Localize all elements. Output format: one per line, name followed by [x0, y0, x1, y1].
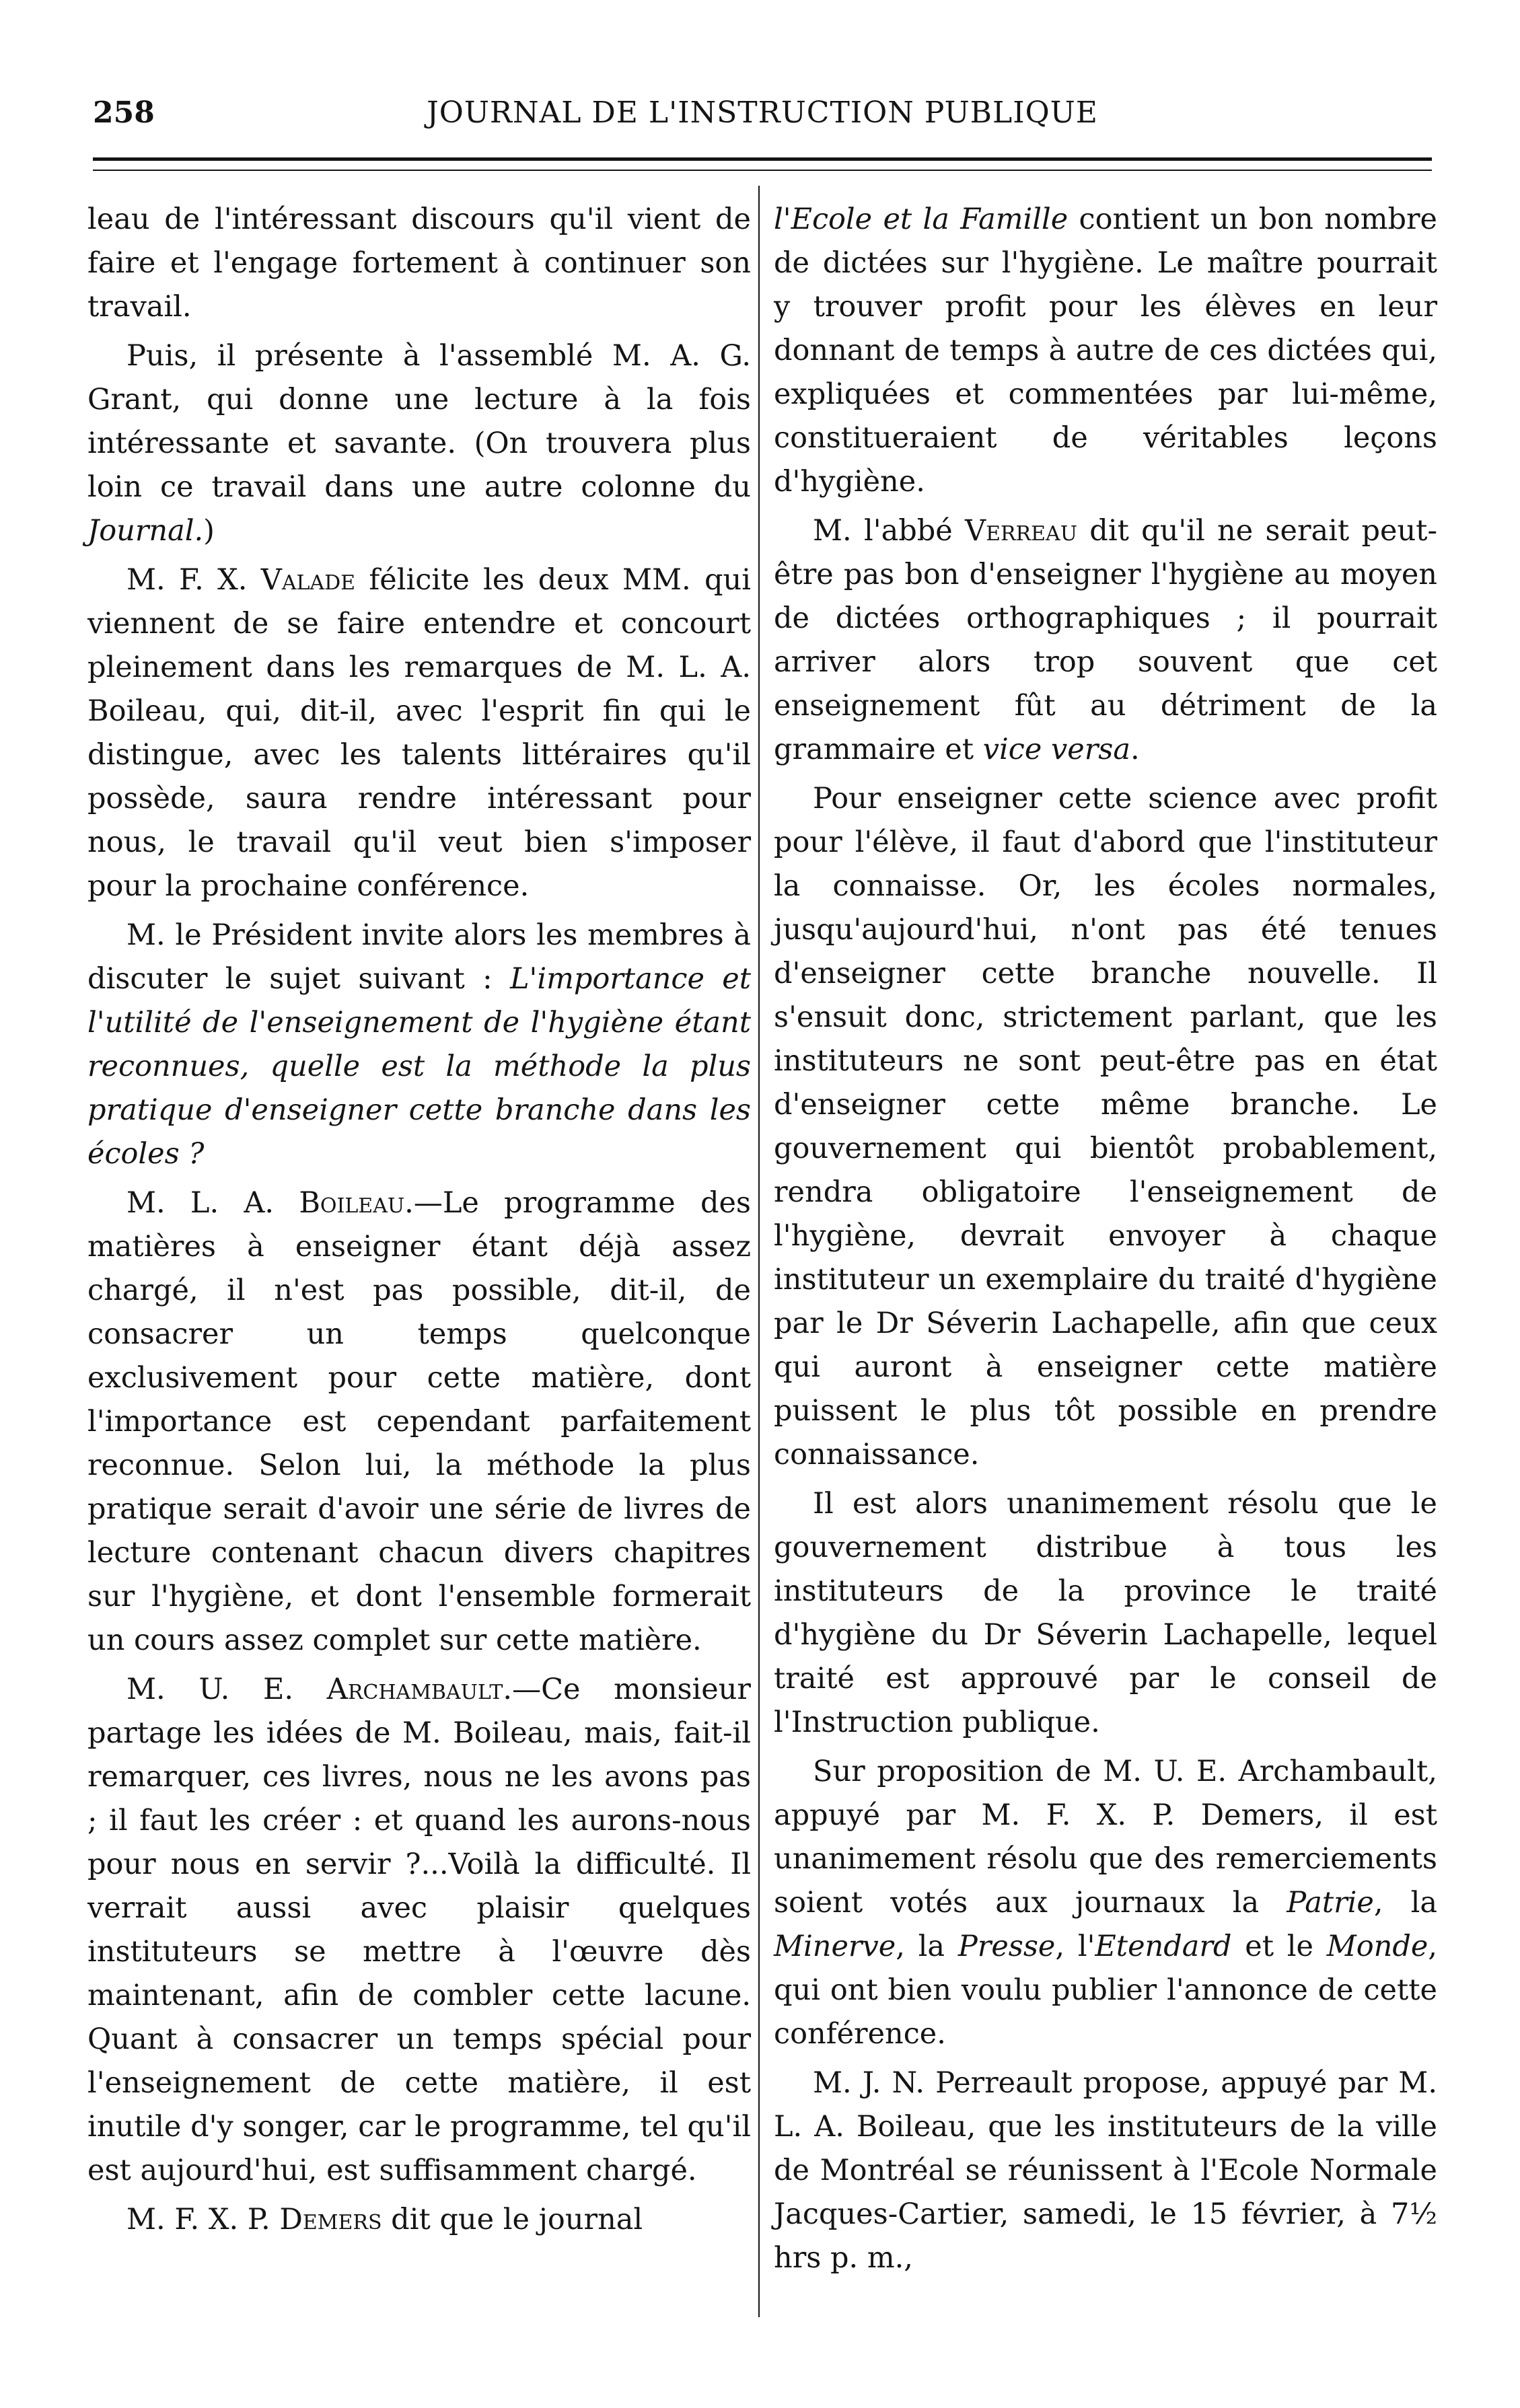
- paragraph-perreault: [774, 2062, 1437, 2280]
- publication-title: l'Ecole et la Famille: [774, 203, 1069, 236]
- page-number: 258: [93, 96, 155, 130]
- paragraph-text: Pour enseigner cette science avec profit pour l'élève, il faut d'abord que l'instituteur la connaisse. Or, les écoles normales, jusqu'aujourd'hui, n'ont pas été tenues d'enseigner cette branche nouvelle. Il s'ensuit donc, strictement parlant, que les instituteurs ne sont peut-être pas en état d'enseigner cette même branche. Le gouvernement qui bientôt probablement, rendra obligatoire l'enseignement de l'hygiène, devrait envoyer à chaque instituteur un exemplaire du traité d'hygiène par le Dr Séverin Lachapelle, afin que ceux qui auront à enseigner cette matière puissent le plus tôt possible en prendre connaissance.: [774, 782, 1437, 1471]
- newspaper-title: Monde: [1326, 1930, 1428, 1963]
- paragraph-text: Puis, il présente à l'assemblé M. A. G. Grant, qui donne une lecture à la fois intéressante et savante. (On trouvera plus loin ce travail dans une autre colonne du: [87, 339, 751, 504]
- speaker-prefix: M. F. X. P.: [126, 2203, 280, 2236]
- speaker-prefix: M. L. A.: [126, 1186, 299, 1220]
- paragraph-text: , la: [896, 1930, 958, 1963]
- paragraph-text: M. le Président invite alors les membres à discuter le sujet suivant :: [87, 918, 751, 996]
- paragraph-text: contient un bon nombre de dictées sur l'hygiène. Le maître pourrait y trouver profit pour les élèves en leur donnant de temps à autre de ces dictées qui, expliquées et commentées par lui-même, constitueraient de véritables leçons d'hygiène.: [774, 203, 1437, 499]
- paragraph-president: [87, 914, 751, 1176]
- paragraph-archambault: [87, 1668, 751, 2193]
- running-title: JOURNAL DE L'INSTRUCTION PUBLIQUE: [427, 96, 1098, 130]
- paragraph-text: .—Ce monsieur partage les idées de M. Boileau, mais, fait-il remarquer, ces livres, nous ne les avons pas ; il faut les créer : et quand les aurons-nous pour nous en servir ?...Voilà la difficulté. Il verrait aussi avec plaisir quelques instituteurs se mettre à l'œuvre dès maintenant, afin de combler cette lacune. Quant à consacrer un temps spécial pour l'enseignement de cette matière, il est inutile d'y songer, car le programme, tel qu'il est aujourd'hui, est suffisamment chargé.: [87, 1673, 751, 2187]
- paragraph-remerciements: [774, 1750, 1437, 2056]
- paragraph-text: dit que le journal: [382, 2203, 643, 2236]
- paragraph-boileau: [87, 1181, 751, 1663]
- paragraph-grant: [87, 334, 751, 553]
- speaker-name: Valade: [260, 563, 356, 597]
- paragraph-text: .—Le programme des matières à enseigner étant déjà assez chargé, il n'est pas possible, dit-il, de consacrer un temps quelconque exclusivement pour cette matière, dont l'importance est cependant parfaitement reconnue. Selon lui, la méthode la plus pratique serait d'avoir une série de livres de lecture contenant chacun divers chapitres sur l'hygiène, et dont l'ensemble formerait un cours assez complet sur cette matière.: [87, 1186, 751, 1657]
- speaker-name: Verreau: [965, 514, 1077, 548]
- right-column: [774, 198, 1437, 2280]
- paragraph-text: .: [1130, 733, 1140, 766]
- newspaper-title: Minerve: [774, 1930, 896, 1963]
- paragraph-resolution: [774, 1482, 1437, 1745]
- paragraph-text: Il est alors unanimement résolu que le gouvernement distribue à tous les instituteurs de la province le traité d'hygiène du Dr Séverin Lachapelle, lequel traité est approuvé par le conseil de l'Instruction publique.: [774, 1487, 1437, 1739]
- discussion-topic: L'importance et l'utilité de l'enseignement de l'hygiène étant reconnues, quelle est la méthode la plus pratique d'enseigner cette branche dans les écoles ?: [87, 962, 751, 1171]
- speaker-prefix: M. l'abbé: [813, 514, 966, 548]
- paragraph-text: félicite les deux MM. qui viennent de se faire entendre et concourt pleinement dans les remarques de M. L. A. Boileau, qui, dit-il, avec l'esprit fin qui le distingue, avec les talents littéraires qu'il possède, saura rendre intéressant pour nous, le travail qu'il veut bien s'imposer pour la prochaine conférence.: [87, 563, 752, 903]
- journal-title: Journal.: [87, 514, 204, 548]
- speaker-name: Boileau: [299, 1186, 405, 1220]
- paragraph-text: , qui ont bien voulu publier l'annonce de cette conférence.: [774, 1930, 1437, 2051]
- paragraph-text: , l': [1055, 1930, 1095, 1963]
- paragraph-text: , la: [1373, 1886, 1437, 1920]
- paragraph-ecole-famille: [774, 198, 1437, 504]
- column-divider: [758, 186, 760, 2317]
- header-rule-thin: [93, 170, 1432, 171]
- newspaper-title: Presse: [957, 1930, 1056, 1963]
- paragraph-text: leau de l'intéressant discours qu'il vient de faire et l'engage fortement à continuer son travail.: [87, 203, 751, 324]
- paragraph-enseigner: [774, 777, 1437, 1477]
- paragraph-demers: [87, 2198, 751, 2242]
- paragraph-continuation: [87, 198, 751, 329]
- paragraph-text: Sur proposition de M. U. E. Archambault, appuyé par M. F. X. P. Demers, il est unanimement résolu que des remerciements soient votés aux journaux la: [774, 1755, 1437, 1920]
- paragraph-text: et le: [1231, 1930, 1327, 1963]
- paragraph-valade: [87, 558, 751, 908]
- speaker-name: Archambault: [326, 1673, 503, 1706]
- header-rule-thick: [93, 157, 1432, 161]
- left-column: [87, 198, 751, 2242]
- speaker-name: Demers: [279, 2203, 382, 2236]
- paragraph-text: dit qu'il ne serait peut-être pas bon d'enseigner l'hygiène au moyen de dictées orthographiques ; il pourrait arriver alors trop souvent que cet enseignement fût au détriment de la grammaire et: [774, 514, 1437, 766]
- latin-phrase: vice versa: [982, 733, 1130, 766]
- speaker-prefix: M. U. E.: [126, 1673, 327, 1706]
- newspaper-title: Patrie: [1287, 1886, 1374, 1920]
- paragraph-verreau: [774, 509, 1437, 772]
- newspaper-title: Etendard: [1095, 1930, 1232, 1963]
- speaker-prefix: M. F. X.: [126, 563, 261, 597]
- page-header: [93, 93, 1432, 133]
- paragraph-text: ): [203, 514, 215, 548]
- paragraph-text: M. J. N. Perreault propose, appuyé par M. L. A. Boileau, que les instituteurs de la ville de Montréal se réunissent à l'Ecole Normale Jacques-Cartier, samedi, le 15 février, à 7½ hrs p. m.,: [774, 2066, 1437, 2275]
